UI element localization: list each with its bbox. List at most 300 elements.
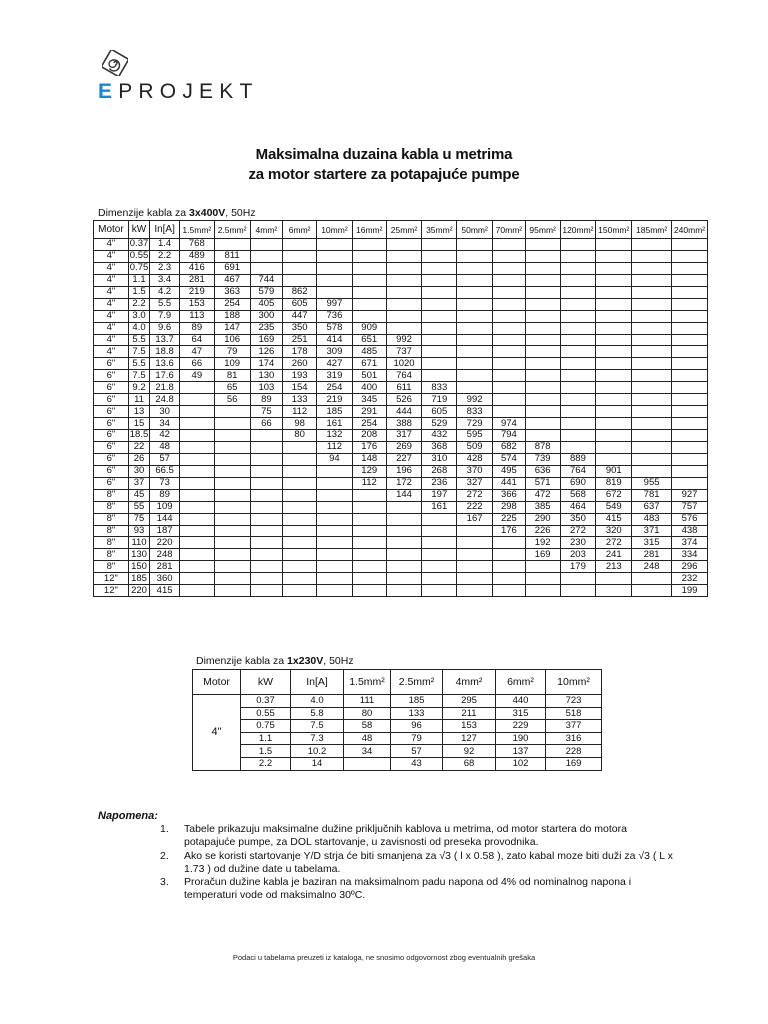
table-1-cell bbox=[422, 585, 457, 597]
table-1-cell: 49 bbox=[179, 370, 214, 382]
table-1-cell: 193 bbox=[283, 370, 317, 382]
table-1-cell: 89 bbox=[150, 489, 180, 501]
table-1-cell: 489 bbox=[179, 250, 214, 262]
table-1-cell: 7.9 bbox=[150, 310, 180, 322]
table-1-cell: 317 bbox=[386, 430, 422, 442]
table-1-cell bbox=[214, 573, 250, 585]
table-1-cell: 272 bbox=[457, 489, 493, 501]
table-1-cell: 222 bbox=[457, 501, 493, 513]
table-1-cell: 568 bbox=[560, 489, 596, 501]
table-1-cell bbox=[214, 239, 250, 251]
table-2-cell: 137 bbox=[496, 745, 546, 758]
table-1-cell bbox=[422, 525, 457, 537]
table-1-cell bbox=[214, 477, 250, 489]
table-1-cell bbox=[672, 382, 708, 394]
table-1-cell bbox=[525, 394, 560, 406]
table-1-cell: 18.8 bbox=[150, 346, 180, 358]
table-1-cell bbox=[525, 430, 560, 442]
table-1-cell bbox=[386, 537, 422, 549]
table-1-cell bbox=[250, 239, 283, 251]
table-1-cell bbox=[457, 298, 493, 310]
table-1-cell bbox=[283, 537, 317, 549]
table-row bbox=[94, 418, 708, 430]
table-1-cell bbox=[283, 513, 317, 525]
table-1-cell bbox=[250, 453, 283, 465]
table-1-cell bbox=[596, 346, 632, 358]
table-1-cell bbox=[560, 430, 596, 442]
table-1-cell: 327 bbox=[457, 477, 493, 489]
table-1-cell bbox=[179, 585, 214, 597]
table-1-cell: 296 bbox=[672, 561, 708, 573]
table-1-cell: 178 bbox=[283, 346, 317, 358]
table-1-cell bbox=[422, 358, 457, 370]
table-2-cell: 377 bbox=[546, 720, 602, 733]
cable-length-table-1x230v bbox=[192, 669, 602, 771]
table-1-cell bbox=[525, 322, 560, 334]
table-1-cell: 415 bbox=[150, 585, 180, 597]
table-2-cell: 440 bbox=[496, 695, 546, 708]
table-row bbox=[193, 732, 602, 745]
table-1-cell bbox=[422, 346, 457, 358]
table-1-cell bbox=[596, 358, 632, 370]
table-1-cell bbox=[493, 358, 526, 370]
table-2-cell: 1.5 bbox=[241, 745, 291, 758]
table-1-cell: 605 bbox=[283, 298, 317, 310]
table-1-cell: 144 bbox=[386, 489, 422, 501]
table-2-cell: 315 bbox=[496, 707, 546, 720]
table-1-cell: 509 bbox=[457, 441, 493, 453]
table-1-cell bbox=[422, 274, 457, 286]
note-item bbox=[160, 876, 680, 903]
table-1-cell bbox=[179, 501, 214, 513]
table-1-cell bbox=[560, 358, 596, 370]
table-1-cell bbox=[596, 418, 632, 430]
table-1-cell: 98 bbox=[283, 418, 317, 430]
table-1-cell bbox=[672, 298, 708, 310]
table-1-cell: 169 bbox=[525, 549, 560, 561]
table-1-cell bbox=[525, 286, 560, 298]
table-2-cell: 111 bbox=[344, 695, 391, 708]
table-1-cell bbox=[283, 274, 317, 286]
table-1-cell: 112 bbox=[283, 406, 317, 418]
table-1-cell bbox=[422, 286, 457, 298]
table-1-cell bbox=[179, 453, 214, 465]
table-1-cell: 13.7 bbox=[150, 334, 180, 346]
table-1-cell bbox=[352, 561, 386, 573]
table-1-cell bbox=[317, 549, 353, 561]
table-row bbox=[94, 334, 708, 346]
table-1-cell: 315 bbox=[632, 537, 672, 549]
table-1-cell: 109 bbox=[150, 501, 180, 513]
table-1-cell: 579 bbox=[250, 286, 283, 298]
table-1-header-cell: In[A] bbox=[150, 221, 180, 239]
table-1-cell bbox=[672, 239, 708, 251]
table-1-cell: 605 bbox=[422, 406, 457, 418]
table-1-cell: 781 bbox=[632, 489, 672, 501]
table-1-cell bbox=[214, 585, 250, 597]
table-1-cell: 89 bbox=[179, 322, 214, 334]
table-1-cell bbox=[632, 298, 672, 310]
table-1-cell: 154 bbox=[283, 382, 317, 394]
table-1-cell: 974 bbox=[493, 418, 526, 430]
table-1-cell: 757 bbox=[672, 501, 708, 513]
table-row bbox=[94, 382, 708, 394]
table-1-cell: 370 bbox=[457, 465, 493, 477]
table-1-cell: 213 bbox=[596, 561, 632, 573]
table-1-cell: 126 bbox=[250, 346, 283, 358]
table-1-cell bbox=[596, 286, 632, 298]
table-1-cell bbox=[457, 239, 493, 251]
table-1-cell bbox=[596, 573, 632, 585]
table-1-cell: 334 bbox=[672, 549, 708, 561]
table-row bbox=[94, 585, 708, 597]
table-1-cell: 6" bbox=[94, 406, 129, 418]
table-1-cell bbox=[525, 561, 560, 573]
table-1-cell: 241 bbox=[596, 549, 632, 561]
table-1-cell bbox=[250, 537, 283, 549]
table-1-cell bbox=[457, 358, 493, 370]
table-1-cell: 161 bbox=[317, 418, 353, 430]
table-1-cell bbox=[214, 453, 250, 465]
table-1-cell bbox=[422, 334, 457, 346]
table-1-cell bbox=[672, 250, 708, 262]
table-1-cell: 272 bbox=[560, 525, 596, 537]
table-1-cell: 260 bbox=[283, 358, 317, 370]
table-1-cell: 281 bbox=[632, 549, 672, 561]
table-1-cell: 47 bbox=[179, 346, 214, 358]
table-1-cell: 6" bbox=[94, 358, 129, 370]
table-row bbox=[193, 745, 602, 758]
table-1-header-cell: 95mm² bbox=[525, 221, 560, 239]
table-1-cell: 248 bbox=[150, 549, 180, 561]
table-1-cell: 414 bbox=[317, 334, 353, 346]
table-1-cell bbox=[317, 501, 353, 513]
table-1-cell bbox=[283, 585, 317, 597]
table-1-cell bbox=[317, 537, 353, 549]
table-row bbox=[193, 695, 602, 708]
table-1-cell: 268 bbox=[422, 465, 457, 477]
table-1-cell: 472 bbox=[525, 489, 560, 501]
table-1-cell bbox=[422, 310, 457, 322]
table-2-cell: 79 bbox=[391, 732, 443, 745]
table-1-cell bbox=[632, 418, 672, 430]
table-1-cell bbox=[596, 382, 632, 394]
table-2-cell: 43 bbox=[391, 757, 443, 770]
table-1-cell: 320 bbox=[596, 525, 632, 537]
table-1-cell bbox=[560, 585, 596, 597]
caption-suffix: , 50Hz bbox=[323, 655, 354, 667]
table-2-cell: 7.3 bbox=[291, 732, 344, 745]
table-1-cell: 269 bbox=[386, 441, 422, 453]
table-1-cell: 400 bbox=[352, 382, 386, 394]
table-1-cell bbox=[214, 537, 250, 549]
table-1-cell bbox=[250, 430, 283, 442]
table-1-cell: 464 bbox=[560, 501, 596, 513]
table-1-cell: 9.2 bbox=[128, 382, 149, 394]
table-1-cell bbox=[457, 310, 493, 322]
table-1-cell: 73 bbox=[150, 477, 180, 489]
table-1-cell: 501 bbox=[352, 370, 386, 382]
table-1-cell bbox=[283, 250, 317, 262]
table-1-cell bbox=[250, 513, 283, 525]
table-1-cell: 366 bbox=[493, 489, 526, 501]
table-1-cell: 862 bbox=[283, 286, 317, 298]
table-1-cell bbox=[632, 274, 672, 286]
table-2-cell: 133 bbox=[391, 707, 443, 720]
table-1-cell bbox=[422, 537, 457, 549]
table-1-cell: 997 bbox=[317, 298, 353, 310]
table-1-cell bbox=[632, 585, 672, 597]
table-1-cell bbox=[596, 585, 632, 597]
table-1-cell: 298 bbox=[493, 501, 526, 513]
table-1-cell: 65 bbox=[214, 382, 250, 394]
table-2-cell: 10.2 bbox=[291, 745, 344, 758]
table-1-cell: 227 bbox=[386, 453, 422, 465]
table-2-cell: 102 bbox=[496, 757, 546, 770]
table-1-cell: 432 bbox=[422, 430, 457, 442]
caption-prefix: Dimenzije kabla za bbox=[196, 655, 288, 667]
table-1-cell: 485 bbox=[352, 346, 386, 358]
table-1-cell: 291 bbox=[352, 406, 386, 418]
table-1-cell bbox=[283, 453, 317, 465]
table-1-cell: 219 bbox=[317, 394, 353, 406]
table-1-cell: 736 bbox=[317, 310, 353, 322]
table-1-cell: 281 bbox=[150, 561, 180, 573]
table-1-cell: 901 bbox=[596, 465, 632, 477]
table-2-cell: 1.1 bbox=[241, 732, 291, 745]
table-1-cell: 794 bbox=[493, 430, 526, 442]
table-1-cell bbox=[596, 441, 632, 453]
table-row bbox=[94, 262, 708, 274]
table-1-cell: 0.37 bbox=[129, 238, 149, 250]
table-1-cell: 64 bbox=[179, 334, 214, 346]
table-1-cell bbox=[386, 262, 422, 274]
table-1-cell: 447 bbox=[283, 310, 317, 322]
table-1-cell: 11 bbox=[128, 394, 149, 406]
table-1-cell bbox=[250, 501, 283, 513]
table-1-cell: 55 bbox=[128, 501, 149, 513]
table-1-cell: 148 bbox=[352, 453, 386, 465]
table-1-cell bbox=[214, 561, 250, 573]
table-1-cell bbox=[179, 549, 214, 561]
table-1-header-cell: 16mm² bbox=[352, 221, 386, 239]
table-2-cell bbox=[344, 757, 391, 770]
table-1-cell bbox=[560, 370, 596, 382]
table-1-cell: 226 bbox=[525, 525, 560, 537]
table-1-cell: 6" bbox=[94, 430, 129, 442]
table-1-cell bbox=[457, 561, 493, 573]
table-1-cell bbox=[457, 250, 493, 262]
table-1-cell bbox=[493, 585, 526, 597]
table-1-cell bbox=[632, 250, 672, 262]
table-2-cell: 127 bbox=[443, 732, 496, 745]
table-1-cell: 441 bbox=[493, 477, 526, 489]
table-row bbox=[94, 453, 708, 465]
table-1-cell: 428 bbox=[457, 453, 493, 465]
table-1-cell: 110 bbox=[128, 537, 149, 549]
table-1-cell bbox=[317, 585, 353, 597]
table-1-cell: 764 bbox=[560, 465, 596, 477]
table-1-cell bbox=[422, 322, 457, 334]
table-1-cell bbox=[672, 465, 708, 477]
table-1-cell: 889 bbox=[560, 453, 596, 465]
table-1-cell: 300 bbox=[250, 310, 283, 322]
table-1-cell bbox=[214, 489, 250, 501]
table-1-cell bbox=[386, 298, 422, 310]
table-1-cell: 0.75 bbox=[129, 262, 149, 274]
table-1-cell bbox=[352, 513, 386, 525]
caption-voltage: 3x400V bbox=[189, 207, 226, 219]
table-2-header-cell: kW bbox=[241, 670, 291, 695]
table-1-cell: 172 bbox=[386, 477, 422, 489]
table-1-cell: 350 bbox=[560, 513, 596, 525]
caption-prefix: Dimenzije kabla za bbox=[98, 207, 190, 219]
table-1-cell: 2.3 bbox=[150, 262, 180, 274]
table-1-cell bbox=[525, 573, 560, 585]
table-1-cell bbox=[493, 549, 526, 561]
table-1-cell: 12" bbox=[94, 585, 129, 597]
table-1-cell: 81 bbox=[214, 370, 250, 382]
note-text: Tabele prikazuju maksimalne dužine priključnih kablova u metrima, od motor startera do motora potapajuće pumpe, za DOL startovanje, u zavisnosti od preseka provodnika. bbox=[184, 823, 627, 849]
table-1-cell: 66.5 bbox=[150, 465, 180, 477]
table-1-cell: 8" bbox=[94, 525, 129, 537]
table-1-cell: 4" bbox=[94, 346, 129, 358]
table-1-cell: 549 bbox=[596, 501, 632, 513]
table-2-cell: 211 bbox=[443, 707, 496, 720]
table-row bbox=[94, 346, 708, 358]
table-1-cell bbox=[457, 322, 493, 334]
table-1-cell: 232 bbox=[672, 573, 708, 585]
table-1-cell: 5.5 bbox=[128, 358, 149, 370]
table-2-header-cell: 2.5mm² bbox=[391, 670, 443, 695]
table-1-cell bbox=[352, 573, 386, 585]
table-1-cell: 248 bbox=[632, 561, 672, 573]
logo-wordmark: PROJEKT bbox=[118, 80, 259, 103]
table-1-cell bbox=[179, 477, 214, 489]
table-1-cell: 93 bbox=[128, 525, 149, 537]
table-1-cell: 129 bbox=[352, 465, 386, 477]
table-1-cell bbox=[386, 310, 422, 322]
notes-list bbox=[160, 823, 680, 903]
table-1-cell: 109 bbox=[214, 358, 250, 370]
table-1-cell: 220 bbox=[150, 537, 180, 549]
table-1-cell: 4" bbox=[94, 239, 129, 251]
table-1-cell: 176 bbox=[493, 525, 526, 537]
table-1-cell: 3.0 bbox=[128, 310, 149, 322]
table-1-cell bbox=[596, 274, 632, 286]
table-1-cell: 185 bbox=[317, 406, 353, 418]
table-2-cell: 14 bbox=[291, 757, 344, 770]
table-1-cell: 37 bbox=[128, 477, 149, 489]
table-1-cell bbox=[560, 406, 596, 418]
table-1-cell bbox=[560, 286, 596, 298]
table-1-cell bbox=[560, 394, 596, 406]
table-1-cell: 12" bbox=[94, 573, 129, 585]
table-1-cell: 4" bbox=[94, 310, 129, 322]
table-1-cell: 130 bbox=[250, 370, 283, 382]
table-1-cell: 4" bbox=[94, 298, 129, 310]
table-1-cell: 526 bbox=[386, 394, 422, 406]
table-1-cell bbox=[386, 274, 422, 286]
table-1-cell bbox=[386, 573, 422, 585]
table-1-cell: 6" bbox=[94, 465, 129, 477]
table-row bbox=[193, 720, 602, 733]
table-1-cell: 272 bbox=[596, 537, 632, 549]
table-1-cell: 30 bbox=[128, 465, 149, 477]
table-1-cell bbox=[422, 298, 457, 310]
table-1-cell: 8" bbox=[94, 561, 129, 573]
table-1-cell bbox=[457, 346, 493, 358]
table-2-cell: 0.37 bbox=[241, 695, 291, 708]
table-1-cell: 230 bbox=[560, 537, 596, 549]
table-1-cell bbox=[214, 441, 250, 453]
table-1-cell: 8" bbox=[94, 513, 129, 525]
table-1-cell bbox=[352, 262, 386, 274]
table-1-cell: 6" bbox=[94, 441, 129, 453]
note-text: Proračun dužine kabla je baziran na maksimalnom padu napona od 4% od nominalnog napona i temperaturi vode od maksimalno 30ºC. bbox=[184, 876, 632, 902]
table-1-cell bbox=[632, 573, 672, 585]
table-1-cell bbox=[317, 525, 353, 537]
table-1-cell: 388 bbox=[386, 418, 422, 430]
table-1-cell bbox=[525, 262, 560, 274]
table-1-cell bbox=[317, 262, 353, 274]
table-2-cell: 0.55 bbox=[241, 707, 291, 720]
table-1-cell bbox=[672, 441, 708, 453]
table-1-cell bbox=[214, 549, 250, 561]
table-1-cell bbox=[386, 286, 422, 298]
table-1-cell bbox=[632, 310, 672, 322]
table-1-cell: 671 bbox=[352, 358, 386, 370]
table-1-cell bbox=[560, 382, 596, 394]
table-row bbox=[94, 525, 708, 537]
table-row bbox=[94, 465, 708, 477]
table-row bbox=[94, 477, 708, 489]
table-1-cell: 22 bbox=[128, 441, 149, 453]
table-1-cell bbox=[179, 394, 214, 406]
table-1-cell: 150 bbox=[128, 561, 149, 573]
table-1-cell: 30 bbox=[150, 406, 180, 418]
table-2-cell: 518 bbox=[546, 707, 602, 720]
table-1-cell bbox=[422, 549, 457, 561]
table-1-cell bbox=[493, 239, 526, 251]
table-1-cell bbox=[214, 465, 250, 477]
table-1-cell bbox=[632, 346, 672, 358]
table-1-header-cell: 150mm² bbox=[596, 221, 632, 239]
table-1-cell bbox=[596, 334, 632, 346]
table-1-cell bbox=[632, 286, 672, 298]
table-1-cell bbox=[525, 406, 560, 418]
table-1-cell bbox=[632, 453, 672, 465]
table-1-cell bbox=[632, 358, 672, 370]
table-1-header-cell: 50mm² bbox=[457, 221, 493, 239]
table-1-cell bbox=[525, 334, 560, 346]
table-1-cell bbox=[352, 501, 386, 513]
table-1-cell: 103 bbox=[250, 382, 283, 394]
table-1-cell bbox=[214, 406, 250, 418]
table-1-cell: 188 bbox=[214, 310, 250, 322]
table-1-cell: 4" bbox=[94, 262, 129, 274]
table-1-cell bbox=[632, 262, 672, 274]
table-1-cell bbox=[457, 382, 493, 394]
table-1-cell: 174 bbox=[250, 358, 283, 370]
table-1-cell: 4" bbox=[94, 286, 129, 298]
table-1-cell: 833 bbox=[422, 382, 457, 394]
table-2-cell: 228 bbox=[546, 745, 602, 758]
table-1-cell: 833 bbox=[457, 406, 493, 418]
table-1-cell: 75 bbox=[250, 406, 283, 418]
table-1-header-cell: 4mm² bbox=[250, 221, 283, 239]
table-1-cell bbox=[250, 250, 283, 262]
